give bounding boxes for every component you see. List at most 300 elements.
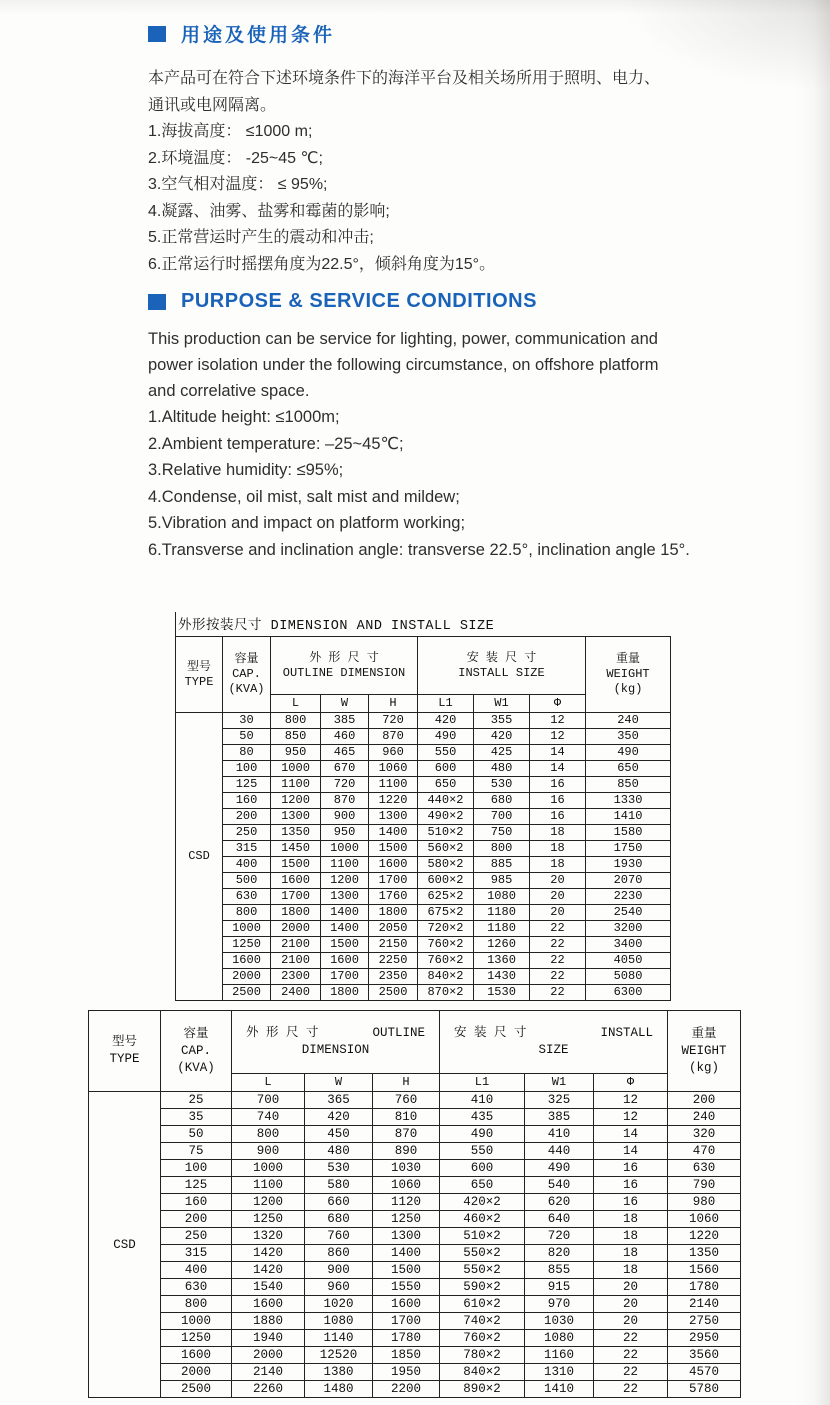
table-cell: 2000 xyxy=(232,1347,305,1364)
table-row xyxy=(176,969,671,985)
table-cell: 1020 xyxy=(305,1296,373,1313)
table-cell: 1600 xyxy=(373,1296,440,1313)
table-cell: 3200 xyxy=(586,921,671,937)
table-cell: 2250 xyxy=(369,953,418,969)
table-cell: 355 xyxy=(474,713,530,729)
table-cell: 20 xyxy=(530,873,586,889)
table-cell: 600 xyxy=(418,761,474,777)
table-cell: 420 xyxy=(474,729,530,745)
table-cell: 870×2 xyxy=(418,985,474,1001)
th-type-zh: 型号 xyxy=(111,1035,137,1049)
table-cell: 1260 xyxy=(474,937,530,953)
table-cell: 2750 xyxy=(668,1313,741,1330)
table-cell: 800 xyxy=(223,905,271,921)
table-cell: 1080 xyxy=(525,1330,594,1347)
table-row xyxy=(89,1194,741,1211)
table-cell: 530 xyxy=(474,777,530,793)
table-cell: 440 xyxy=(525,1143,594,1160)
table-cell: 18 xyxy=(594,1228,668,1245)
table-cell: 20 xyxy=(594,1279,668,1296)
th-install-size xyxy=(440,1011,668,1074)
table-row xyxy=(89,1262,741,1279)
table-cell: 860 xyxy=(305,1245,373,1262)
th-type-zh: 型号 xyxy=(186,659,211,674)
table-cell: 420×2 xyxy=(440,1194,525,1211)
table-cell: 1480 xyxy=(305,1381,373,1398)
th-L1: L1 xyxy=(440,1074,525,1092)
table-cell: 1250 xyxy=(373,1211,440,1228)
table-cell: 16 xyxy=(530,777,586,793)
dimension-install-table-1 xyxy=(175,636,671,1001)
paragraph-line: 本产品可在符合下述环境条件下的海洋平台及相关场所用于照明、电力、 xyxy=(148,70,661,87)
condition-item: 6.Transverse and inclination angle: transverse 22.5°, inclination angle 15°. xyxy=(148,540,690,559)
table-cell: 480 xyxy=(474,761,530,777)
table-row xyxy=(176,713,671,729)
table-cell: 1100 xyxy=(369,777,418,793)
th-outline-en1: OUTLINE xyxy=(372,1026,425,1040)
table-cell: 1580 xyxy=(586,825,671,841)
table-cell: 18 xyxy=(530,841,586,857)
table-cell: 1350 xyxy=(668,1245,741,1262)
table-cell: 1060 xyxy=(369,761,418,777)
section-heading-zh xyxy=(148,20,723,47)
table-cell: 1410 xyxy=(525,1381,594,1398)
table-row xyxy=(176,953,671,969)
condition-item: 1.Altitude height: ≤1000m; xyxy=(148,408,340,426)
table-cell: 50 xyxy=(223,729,271,745)
table-cell: 2950 xyxy=(668,1330,741,1347)
table-cell: 200 xyxy=(223,809,271,825)
table-cell: 1000 xyxy=(321,841,369,857)
table-cell: 12 xyxy=(530,713,586,729)
table-cell: 35 xyxy=(161,1109,232,1126)
table-row xyxy=(176,873,671,889)
table-cell: 1180 xyxy=(474,921,530,937)
table-cell: 320 xyxy=(668,1126,741,1143)
table-cell: 490 xyxy=(418,729,474,745)
table-cell: 1400 xyxy=(321,905,369,921)
table-cell: 855 xyxy=(525,1262,594,1279)
th-install-line1 xyxy=(440,1025,667,1042)
table-cell: 620 xyxy=(525,1194,594,1211)
table-cell: 1600 xyxy=(369,857,418,873)
th-capacity xyxy=(223,637,271,713)
table-cell: 410 xyxy=(525,1126,594,1143)
table-cell: 840×2 xyxy=(440,1364,525,1381)
table-cell: 16 xyxy=(594,1194,668,1211)
table-row xyxy=(176,793,671,809)
table-cell: 2000 xyxy=(223,969,271,985)
table-cell: 1420 xyxy=(232,1245,305,1262)
table-cell: 1530 xyxy=(474,985,530,1001)
table-cell: 1930 xyxy=(586,857,671,873)
table-cell: 200 xyxy=(161,1211,232,1228)
table-cell: 6300 xyxy=(586,985,671,1001)
table-cell: 550×2 xyxy=(440,1245,525,1262)
table-cell: 890×2 xyxy=(440,1381,525,1398)
table-cell: 560×2 xyxy=(418,841,474,857)
table-cell: 1310 xyxy=(525,1364,594,1381)
th-install-en1: INSTALL xyxy=(600,1026,653,1040)
table-cell: 1400 xyxy=(369,825,418,841)
table-cell: 3560 xyxy=(668,1347,741,1364)
table-cell: 1250 xyxy=(223,937,271,953)
table-cell: 720 xyxy=(321,777,369,793)
th-outline-en2: DIMENSION xyxy=(301,1043,370,1057)
table-cell: 490 xyxy=(525,1160,594,1177)
table-cell: 850 xyxy=(586,777,671,793)
table-cell: 820 xyxy=(525,1245,594,1262)
table-cell: 1430 xyxy=(474,969,530,985)
th-weight xyxy=(668,1011,741,1092)
table-cell: 1330 xyxy=(586,793,671,809)
table-cell: 1420 xyxy=(232,1262,305,1279)
th-phi: Φ xyxy=(594,1074,668,1092)
th-W: W xyxy=(321,695,369,713)
table-row xyxy=(89,1381,741,1398)
table-cell: 610×2 xyxy=(440,1296,525,1313)
table-cell: 1080 xyxy=(474,889,530,905)
paragraph-line: and correlative space. xyxy=(148,382,310,400)
th-weight xyxy=(586,637,671,713)
th-weight-unit: (kg) xyxy=(613,682,643,696)
th-outline-dimension xyxy=(271,637,418,695)
dimension-install-table-2 xyxy=(88,1010,741,1398)
table-cell: 100 xyxy=(223,761,271,777)
table-cell: 22 xyxy=(530,985,586,1001)
table-cell: 650 xyxy=(418,777,474,793)
table-cell: 1300 xyxy=(321,889,369,905)
table-cell: 22 xyxy=(530,921,586,937)
table-cell: 790 xyxy=(668,1177,741,1194)
table-cell: 4570 xyxy=(668,1364,741,1381)
table-row xyxy=(89,1330,741,1347)
table-row xyxy=(89,1109,741,1126)
th-phi: Φ xyxy=(530,695,586,713)
table-cell: 890 xyxy=(373,1143,440,1160)
table-cell: 1220 xyxy=(668,1228,741,1245)
table-cell: 490 xyxy=(586,745,671,761)
table-cell: 550 xyxy=(418,745,474,761)
table-cell: 550 xyxy=(440,1143,525,1160)
table-row xyxy=(176,761,671,777)
table-cell: 1800 xyxy=(321,985,369,1001)
table-cell: 1600 xyxy=(161,1347,232,1364)
th-W: W xyxy=(305,1074,373,1092)
table-cell: 885 xyxy=(474,857,530,873)
table-cell: 870 xyxy=(321,793,369,809)
table-cell: 400 xyxy=(223,857,271,873)
dimension-table-2-wrap xyxy=(88,1010,740,1398)
type-value-cell: CSD xyxy=(89,1092,161,1398)
table-cell: 680 xyxy=(474,793,530,809)
table-cell: 810 xyxy=(373,1109,440,1126)
table-cell: 16 xyxy=(594,1177,668,1194)
table-cell: 2000 xyxy=(271,921,321,937)
table-cell: 470 xyxy=(668,1143,741,1160)
table-cell: 2100 xyxy=(271,953,321,969)
table-cell: 1500 xyxy=(369,841,418,857)
paragraph-line: power isolation under the following circumstance, on offshore platform xyxy=(148,356,659,374)
th-install-size xyxy=(418,637,586,695)
table-cell: 460×2 xyxy=(440,1211,525,1228)
table-cell: 650 xyxy=(586,761,671,777)
table-cell: 1000 xyxy=(223,921,271,937)
table-cell: 660 xyxy=(305,1194,373,1211)
table-cell: 1400 xyxy=(321,921,369,937)
table-row xyxy=(89,1245,741,1262)
condition-item: 2.环境温度： -25~45 ℃; xyxy=(148,149,323,167)
table-cell: 385 xyxy=(321,713,369,729)
table-cell: 1300 xyxy=(271,809,321,825)
table-cell: 18 xyxy=(594,1211,668,1228)
table-cell: 1220 xyxy=(369,793,418,809)
condition-item: 1.海拔高度： ≤1000 m; xyxy=(148,123,313,140)
table-row xyxy=(176,809,671,825)
table-cell: 675×2 xyxy=(418,905,474,921)
table-cell: 700 xyxy=(474,809,530,825)
th-outline-en: OUTLINE DIMENSION xyxy=(282,665,406,680)
table-cell: 400 xyxy=(161,1262,232,1279)
table-cell: 2140 xyxy=(232,1364,305,1381)
table-cell: 16 xyxy=(530,809,586,825)
table-cell: 465 xyxy=(321,745,369,761)
table-cell: 1000 xyxy=(271,761,321,777)
table-cell: 760×2 xyxy=(418,937,474,953)
table-cell: 2100 xyxy=(271,937,321,953)
section-purpose-en xyxy=(148,290,723,563)
table-row xyxy=(89,1177,741,1194)
intro-paragraph-en xyxy=(148,326,723,404)
table-cell: 760 xyxy=(305,1228,373,1245)
table-cell: 1360 xyxy=(474,953,530,969)
table-cell: 160 xyxy=(223,793,271,809)
table-cell: 870 xyxy=(373,1126,440,1143)
section-title-zh: 用途及使用条件 xyxy=(181,25,336,46)
table-cell: 510×2 xyxy=(418,825,474,841)
table-cell: 1100 xyxy=(271,777,321,793)
table-cell: 1500 xyxy=(321,937,369,953)
table-cell: 420 xyxy=(418,713,474,729)
table-cell: 1500 xyxy=(271,857,321,873)
table-cell: 1500 xyxy=(373,1262,440,1279)
th-weight-en: WEIGHT xyxy=(681,1043,727,1058)
table-cell: 840×2 xyxy=(418,969,474,985)
table-cell: 1380 xyxy=(305,1364,373,1381)
table-cell: 1600 xyxy=(271,873,321,889)
table-cell: 1850 xyxy=(373,1347,440,1364)
th-W1: W1 xyxy=(474,695,530,713)
table-row xyxy=(89,1092,741,1109)
table-cell: 240 xyxy=(668,1109,741,1126)
table-cell: 580 xyxy=(305,1177,373,1194)
table-cell: 14 xyxy=(594,1126,668,1143)
table-row xyxy=(176,825,671,841)
table-cell: 2050 xyxy=(369,921,418,937)
table-cell: 740×2 xyxy=(440,1313,525,1330)
table-cell: 14 xyxy=(594,1143,668,1160)
th-H: H xyxy=(369,695,418,713)
table-cell: 670 xyxy=(321,761,369,777)
section-heading-en xyxy=(148,290,723,313)
table-row xyxy=(89,1279,741,1296)
table-cell: 900 xyxy=(321,809,369,825)
table-cell: 1760 xyxy=(369,889,418,905)
table-cell: 650 xyxy=(440,1177,525,1194)
table-cell: 720 xyxy=(525,1228,594,1245)
table-cell: 14 xyxy=(530,761,586,777)
table-cell: 20 xyxy=(594,1313,668,1330)
table-cell: 2230 xyxy=(586,889,671,905)
table-cell: 440×2 xyxy=(418,793,474,809)
table-cell: 1800 xyxy=(271,905,321,921)
table-cell: 365 xyxy=(305,1092,373,1109)
table-cell: 75 xyxy=(161,1143,232,1160)
th-outline-line1 xyxy=(232,1025,439,1042)
table-cell: 510×2 xyxy=(440,1228,525,1245)
table-cell: 590×2 xyxy=(440,1279,525,1296)
table-cell: 490 xyxy=(440,1126,525,1143)
table-row xyxy=(89,1211,741,1228)
th-type-en: TYPE xyxy=(109,1052,140,1066)
table-cell: 20 xyxy=(530,905,586,921)
table-cell: 2260 xyxy=(232,1381,305,1398)
table-cell: 1780 xyxy=(373,1330,440,1347)
table-cell: 1300 xyxy=(373,1228,440,1245)
table-cell: 1410 xyxy=(586,809,671,825)
table-cell: 30 xyxy=(223,713,271,729)
table-cell: 2540 xyxy=(586,905,671,921)
table-cell: 1000 xyxy=(232,1160,305,1177)
table-cell: 900 xyxy=(305,1262,373,1279)
table-row xyxy=(176,777,671,793)
condition-item: 5.Vibration and impact on platform working; xyxy=(148,514,466,532)
table-cell: 18 xyxy=(594,1245,668,1262)
table-cell: 1750 xyxy=(586,841,671,857)
th-weight-unit: (kg) xyxy=(688,1060,719,1075)
th-L: L xyxy=(271,695,321,713)
table-cell: 22 xyxy=(594,1381,668,1398)
condition-item: 3.Relative humidity: ≤95%; xyxy=(148,461,344,479)
condition-item: 6.正常运行时摇摆角度为22.5°，倾斜角度为15°。 xyxy=(148,255,496,273)
table-cell: 18 xyxy=(530,857,586,873)
table-row xyxy=(89,1143,741,1160)
table-cell: 1600 xyxy=(321,953,369,969)
th-cap-zh: 容量 xyxy=(234,652,259,666)
table-cell: 780×2 xyxy=(440,1347,525,1364)
table-cell: 1200 xyxy=(271,793,321,809)
table-cell: 12 xyxy=(594,1092,668,1109)
table-row xyxy=(176,905,671,921)
th-weight-en: WEIGHT xyxy=(606,667,650,681)
table-cell: 125 xyxy=(161,1177,232,1194)
table-cell: 760 xyxy=(373,1092,440,1109)
table-cell: 1160 xyxy=(525,1347,594,1364)
table-cell: 700 xyxy=(232,1092,305,1109)
table-cell: 480 xyxy=(305,1143,373,1160)
table-cell: 16 xyxy=(530,793,586,809)
table-cell: 2200 xyxy=(373,1381,440,1398)
table-cell: 1700 xyxy=(271,889,321,905)
condition-item: 4.凝露、油雾、盐雾和霉菌的影响; xyxy=(148,202,390,220)
table-cell: 625×2 xyxy=(418,889,474,905)
table-cell: 960 xyxy=(369,745,418,761)
table-cell: 1550 xyxy=(373,1279,440,1296)
table-cell: 50 xyxy=(161,1126,232,1143)
th-outline-dimension xyxy=(232,1011,440,1074)
th-outline-zh: 外 形 尺 寸 xyxy=(246,1026,319,1040)
th-H: H xyxy=(373,1074,440,1092)
table-cell: 1250 xyxy=(161,1330,232,1347)
table-cell: 800 xyxy=(474,841,530,857)
intro-paragraph-zh xyxy=(148,65,723,119)
table-cell: 4050 xyxy=(586,953,671,969)
table-cell: 22 xyxy=(594,1347,668,1364)
table-cell: 680 xyxy=(305,1211,373,1228)
table-cell: 1320 xyxy=(232,1228,305,1245)
table-cell: 2500 xyxy=(369,985,418,1001)
th-type-en: TYPE xyxy=(184,674,214,689)
table-cell: 1400 xyxy=(373,1245,440,1262)
table-cell: 2500 xyxy=(161,1381,232,1398)
table-cell: 500 xyxy=(223,873,271,889)
condition-item: 5.正常营运时产生的震动和冲击; xyxy=(148,229,374,246)
table-cell: 1140 xyxy=(305,1330,373,1347)
table-row xyxy=(176,729,671,745)
table-cell: 1030 xyxy=(525,1313,594,1330)
table-cell: 1060 xyxy=(373,1177,440,1194)
table-cell: 1600 xyxy=(232,1296,305,1313)
table-cell: 1200 xyxy=(321,873,369,889)
table-cell: 100 xyxy=(161,1160,232,1177)
table-cell: 22 xyxy=(594,1364,668,1381)
blue-square-icon xyxy=(148,294,166,310)
table-row xyxy=(89,1364,741,1381)
table-cell: 750 xyxy=(474,825,530,841)
table1-title: 外形按装尺寸 DIMENSION AND INSTALL SIZE xyxy=(175,612,670,636)
table-cell: 1940 xyxy=(232,1330,305,1347)
type-value-cell: CSD xyxy=(176,713,223,1001)
paragraph-line: 通讯或电网隔离。 xyxy=(148,97,277,114)
table-cell: 1560 xyxy=(668,1262,741,1279)
table-cell: 600×2 xyxy=(418,873,474,889)
table-cell: 1250 xyxy=(232,1211,305,1228)
table-cell: 960 xyxy=(305,1279,373,1296)
th-capacity xyxy=(161,1011,232,1092)
table-row xyxy=(89,1126,741,1143)
table-cell: 16 xyxy=(594,1160,668,1177)
table-cell: 410 xyxy=(440,1092,525,1109)
table-cell: 1060 xyxy=(668,1211,741,1228)
dimension-table-1-wrap xyxy=(175,612,670,1001)
condition-item: 3.空气相对温度： ≤ 95%; xyxy=(148,176,328,193)
table-cell: 800 xyxy=(271,713,321,729)
table-cell: 550×2 xyxy=(440,1262,525,1279)
table-cell: 450 xyxy=(305,1126,373,1143)
table-cell: 720 xyxy=(369,713,418,729)
table-cell: 600 xyxy=(440,1160,525,1177)
table-cell: 22 xyxy=(530,953,586,969)
table-cell: 5080 xyxy=(586,969,671,985)
section-purpose-zh xyxy=(148,20,723,278)
table-cell: 760×2 xyxy=(418,953,474,969)
th-cap-unit: (KVA) xyxy=(177,1060,215,1075)
table-cell: 1700 xyxy=(373,1313,440,1330)
th-type xyxy=(176,637,223,713)
table-cell: 14 xyxy=(530,745,586,761)
table-cell: 1950 xyxy=(373,1364,440,1381)
table-cell: 740 xyxy=(232,1109,305,1126)
